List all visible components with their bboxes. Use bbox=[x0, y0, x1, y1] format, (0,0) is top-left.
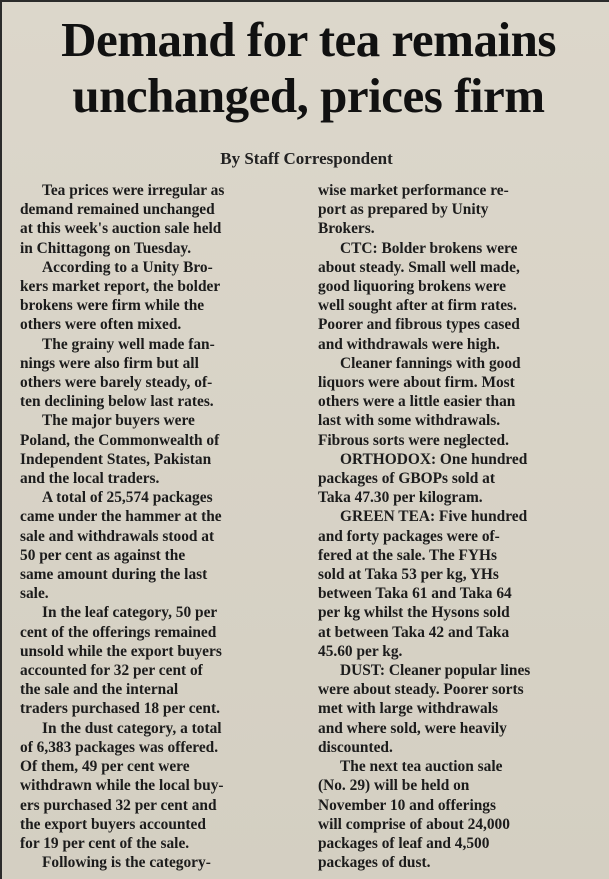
text-line: Fibrous sorts were neglected. bbox=[318, 431, 509, 449]
text-line: met with large withdrawals bbox=[318, 700, 498, 718]
text-line: per kg whilst the Hysons sold bbox=[318, 604, 510, 622]
text-line: According to a Unity Bro- bbox=[42, 258, 213, 276]
text-line: and forty packages were of- bbox=[318, 527, 500, 545]
article-paragraph bbox=[20, 853, 296, 872]
text-line: November 10 and offerings bbox=[318, 796, 496, 814]
text-line: others were a little easier than bbox=[318, 393, 516, 411]
article-paragraph bbox=[20, 719, 296, 853]
text-line: and where sold, were heavily bbox=[318, 719, 507, 737]
text-line: cent of the offerings remained bbox=[20, 623, 217, 641]
text-line: kers market report, the bolder bbox=[20, 278, 221, 296]
text-line: A total of 25,574 packages bbox=[42, 489, 213, 507]
text-line: between Taka 61 and Taka 64 bbox=[318, 585, 512, 603]
text-line: fered at the sale. The FYHs bbox=[318, 546, 497, 564]
article-paragraph bbox=[20, 181, 296, 258]
text-line: Cleaner fannings with good bbox=[340, 354, 521, 372]
text-line: Following is the category- bbox=[42, 854, 211, 872]
text-line: nings were also firm but all bbox=[20, 354, 199, 372]
text-line: same amount during the last bbox=[20, 566, 208, 584]
text-line: withdrawn while the local buy- bbox=[20, 777, 224, 795]
text-line: In the leaf category, 50 per bbox=[42, 604, 218, 622]
text-line: Poorer and fibrous types cased bbox=[318, 316, 520, 334]
text-line: at between Taka 42 and Taka bbox=[318, 623, 510, 641]
text-line: brokens were firm while the bbox=[20, 297, 205, 315]
text-line: packages of leaf and 4,500 bbox=[318, 834, 490, 852]
text-line: were about steady. Poorer sorts bbox=[318, 681, 524, 699]
text-line: will comprise of about 24,000 bbox=[318, 815, 510, 833]
article-paragraph bbox=[318, 507, 592, 661]
byline: By Staff Correspondent bbox=[220, 149, 393, 168]
headline-line: Demand for tea remains bbox=[61, 12, 556, 67]
text-line: The grainy well made fan- bbox=[42, 335, 215, 353]
article-paragraph bbox=[318, 181, 592, 239]
text-line: packages of dust. bbox=[318, 854, 431, 872]
text-line: of 6,383 packages was offered. bbox=[20, 738, 219, 756]
article-column-left bbox=[20, 181, 296, 872]
text-line: ORTHODOX: One hundred bbox=[340, 450, 528, 468]
text-line: (No. 29) will be held on bbox=[318, 777, 470, 795]
headline-line: unchanged, prices firm bbox=[72, 68, 545, 123]
text-line: good liquoring brokens were bbox=[318, 278, 506, 296]
article-paragraph bbox=[318, 354, 592, 450]
article-paragraph bbox=[20, 258, 296, 335]
text-line: others were barely steady, of- bbox=[20, 374, 213, 392]
text-line: traders purchased 18 per cent. bbox=[20, 700, 220, 718]
text-line: sale and withdrawals stood at bbox=[20, 527, 215, 545]
text-line: 50 per cent as against the bbox=[20, 546, 186, 564]
text-line: others were often mixed. bbox=[20, 316, 182, 334]
text-line: Of them, 49 per cent were bbox=[20, 758, 190, 776]
text-line: the export buyers accounted bbox=[20, 815, 206, 833]
headline bbox=[16, 12, 601, 124]
text-line: Independent States, Pakistan bbox=[20, 450, 212, 468]
article-paragraph bbox=[318, 661, 592, 757]
article-paragraph bbox=[318, 450, 592, 508]
text-line: about steady. Small well made, bbox=[318, 258, 520, 276]
text-line: sold at Taka 53 per kg, YHs bbox=[318, 566, 499, 584]
text-line: at this week's auction sale held bbox=[20, 220, 222, 238]
text-line: Tea prices were irregular as bbox=[42, 182, 225, 199]
text-line: demand remained unchanged bbox=[20, 201, 215, 219]
text-line: the sale and the internal bbox=[20, 681, 179, 699]
article-paragraph bbox=[20, 488, 296, 603]
text-line: well sought after at firm rates. bbox=[318, 297, 517, 315]
article-paragraph bbox=[318, 757, 592, 872]
text-line: sale. bbox=[20, 585, 49, 603]
text-line: ers purchased 32 per cent and bbox=[20, 796, 217, 814]
text-line: 45.60 per kg. bbox=[318, 642, 403, 660]
text-line: Poland, the Commonwealth of bbox=[20, 431, 220, 449]
text-line: CTC: Bolder brokens were bbox=[340, 239, 518, 257]
text-line: port as prepared by Unity bbox=[318, 201, 489, 219]
article-column-right bbox=[318, 181, 592, 872]
text-line: The major buyers were bbox=[42, 412, 195, 430]
text-line: unsold while the export buyers bbox=[20, 642, 222, 660]
text-line: and withdrawals were high. bbox=[318, 335, 500, 353]
text-line: ten declining below last rates. bbox=[20, 393, 214, 411]
text-line: The next tea auction sale bbox=[340, 758, 503, 776]
text-line: Brokers. bbox=[318, 220, 375, 238]
text-line: discounted. bbox=[318, 738, 393, 756]
text-line: packages of GBOPs sold at bbox=[318, 470, 496, 488]
text-line: In the dust category, a total bbox=[42, 719, 222, 737]
article-paragraph bbox=[20, 335, 296, 412]
text-line: Taka 47.30 per kilogram. bbox=[318, 489, 483, 507]
article-paragraph bbox=[20, 411, 296, 488]
article-paragraph bbox=[318, 239, 592, 354]
text-line: last with some withdrawals. bbox=[318, 412, 501, 430]
article-paragraph bbox=[20, 603, 296, 718]
text-line: liquors were about firm. Most bbox=[318, 374, 515, 392]
text-line: in Chittagong on Tuesday. bbox=[20, 239, 192, 257]
text-line: wise market performance re- bbox=[318, 182, 509, 199]
text-line: DUST: Cleaner popular lines bbox=[340, 662, 531, 680]
text-line: and the local traders. bbox=[20, 470, 160, 488]
text-line: for 19 per cent of the sale. bbox=[20, 834, 190, 852]
text-line: accounted for 32 per cent of bbox=[20, 662, 203, 680]
text-line: came under the hammer at the bbox=[20, 508, 222, 526]
text-line: GREEN TEA: Five hundred bbox=[340, 508, 528, 526]
